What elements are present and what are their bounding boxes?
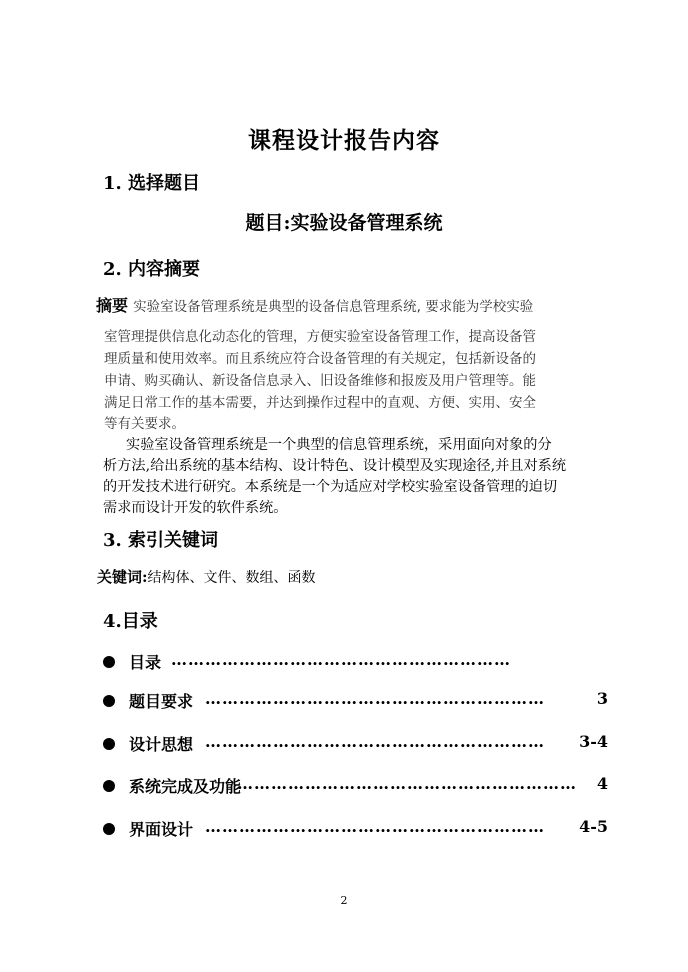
keywords-label: 关键词: [97,568,148,586]
abstract-line: 申请、购买确认、新设备信息录入、旧设备维修和报废及用户管理等。能 [104,373,536,389]
page-title: 课程设计报告内容 [248,127,440,154]
bullet-icon [103,823,115,835]
toc-leader: …………………………………………………… [205,689,545,708]
toc-page: 3-4 [579,732,608,751]
page-number: 2 [340,894,348,907]
toc-item [103,650,608,676]
paragraph-line: 需求而设计开发的软件系统。 [103,500,288,516]
abstract-line: 理质量和使用效率。而且系统应符合设备管理的有关规定，包括新设备的 [104,351,536,367]
toc-label: 系统完成及功能 [129,777,242,796]
toc-item [103,774,608,800]
paragraph-line: 析方法,给出系统的基本结构、设计特色、设计模型及实现途径,并且对系统 [103,458,567,474]
bullet-icon [103,738,115,750]
topic-title: 题目:实验设备管理系统 [245,212,443,234]
section-heading-2: 2. 内容摘要 [103,259,201,280]
toc-label: 设计思想 [129,735,194,754]
toc-item [103,732,608,758]
toc-label: 界面设计 [129,820,194,839]
abstract-line: 室管理提供信息化动态化的管理，方便实验室设备管理工作，提高设备管 [104,329,536,345]
keywords-text: 结构体、文件、数组、函数 [147,570,316,586]
bullet-icon [103,656,115,668]
abstract-line: 实验室设备管理系统是典型的设备信息管理系统, 要求能为学校实验 [133,299,534,315]
toc-leader: …………………………………………………… [237,774,577,793]
toc-leader: …………………………………………………… [205,732,545,751]
toc-label: 题目要求 [129,692,194,711]
toc-label: 目录 [129,653,162,672]
toc-item [103,817,608,843]
toc-page: 4 [596,774,608,793]
keywords-line [97,566,316,587]
abstract-label: 摘要 [96,296,129,315]
abstract-line: 等有关要求。 [104,416,185,432]
bullet-icon [103,695,115,707]
toc-leader: …………………………………………………… [171,650,511,669]
abstract-first-line [96,293,533,316]
paragraph-line: 实验室设备管理系统是一个典型的信息管理系统，采用面向对象的分 [126,437,552,453]
section-heading-3: 3. 索引关键词 [103,530,219,551]
section-heading-4: 4.目录 [103,611,158,632]
toc-page: 3 [596,689,608,708]
toc-item [103,689,608,715]
section-heading-1: 1. 选择题目 [103,173,201,194]
toc-page: 4-5 [579,817,608,836]
toc-leader: …………………………………………………… [205,817,545,836]
bullet-icon [103,780,115,792]
paragraph-line: 的开发技术进行研究。本系统是一个为适应对学校实验室设备管理的迫切 [103,479,558,495]
abstract-line: 满足日常工作的基本需要，并达到操作过程中的直观、方便、实用、安全 [104,395,536,411]
